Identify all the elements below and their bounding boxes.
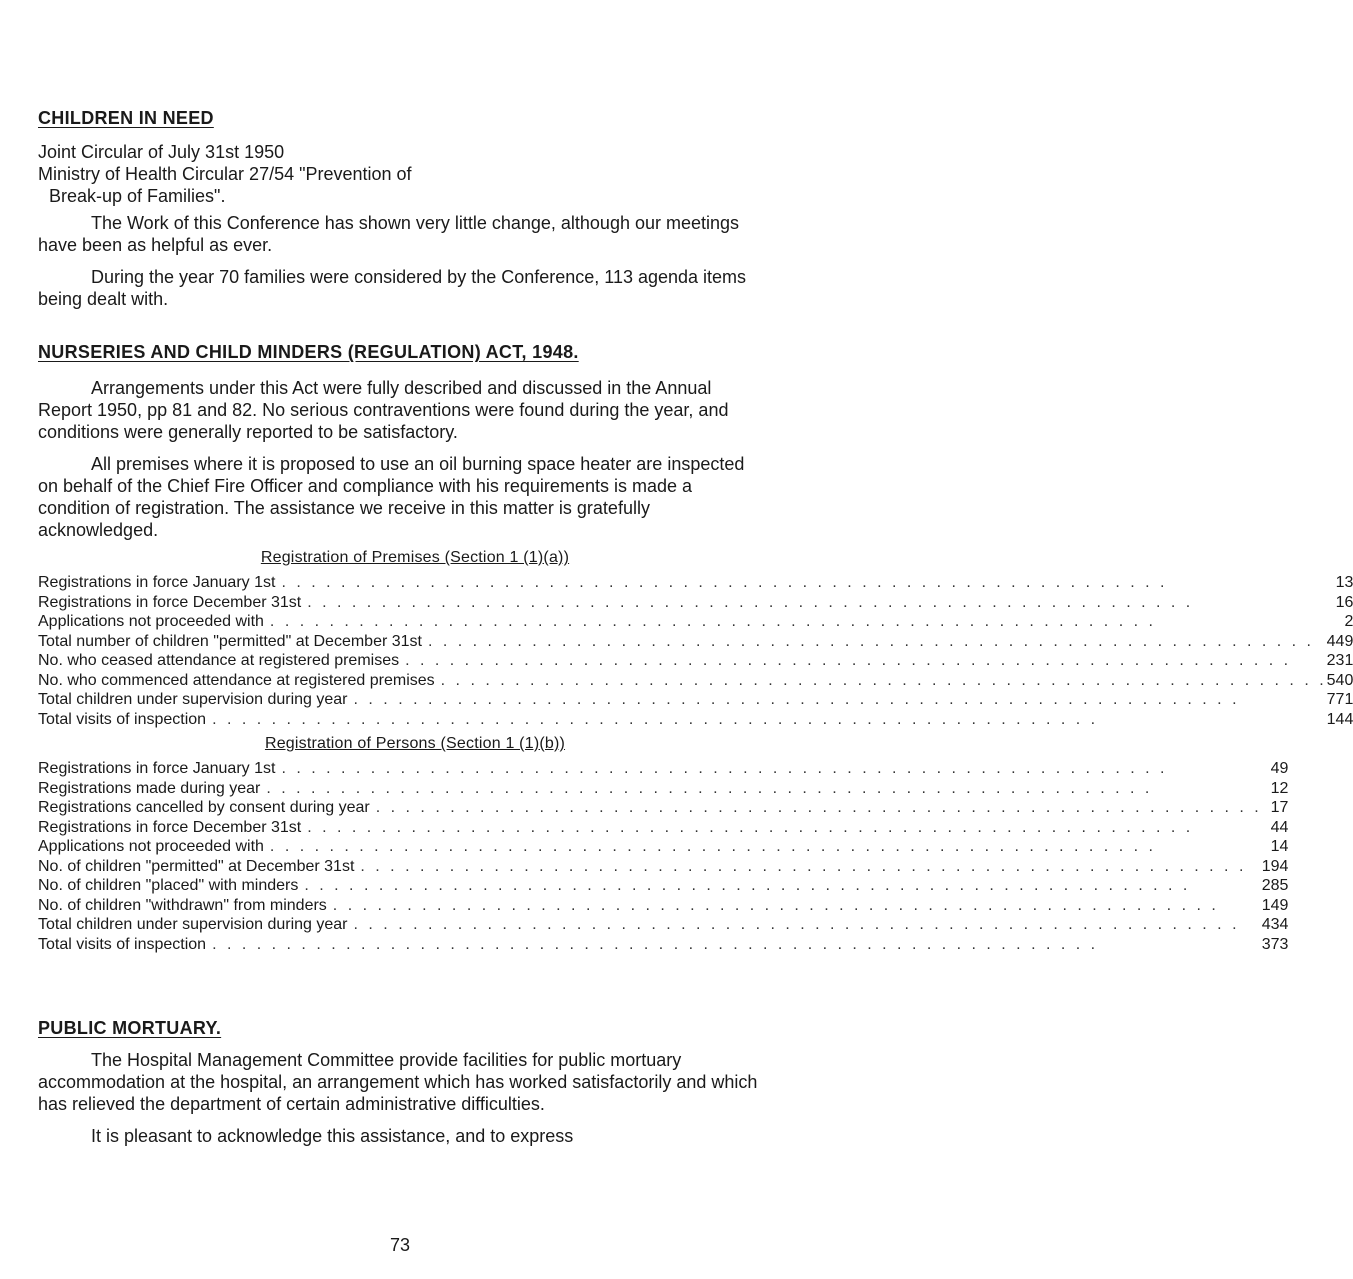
table-row — [38, 857, 1288, 877]
table-row — [38, 915, 1288, 935]
nurseries-paragraph-2: All premises where it is proposed to use an oil burning space heater are inspected on behalf of the Chief Fire Officer and compliance with his requirements is made a condition of registration. The assistance we receive in this matter is gratefully acknowledged. — [38, 454, 745, 540]
leader-dots: . . . . . . . . . . . . . . . . . . . . . . . . . . . . . . . . . . . . . . . . . . . . . . . . . . . . . . . . . . . . — [375, 799, 1262, 816]
table-row — [38, 671, 1353, 691]
leader-dots: . . . . . . . . . . . . . . . . . . . . . . . . . . . . . . . . . . . . . . . . . . . . . . . . . . . . . . . . . . . . — [332, 896, 1219, 914]
row-value: 449 — [1326, 632, 1353, 650]
table-row — [38, 690, 1353, 710]
leader-dots: . . . . . . . . . . . . . . . . . . . . . . . . . . . . . . . . . . . . . . . . . . . . . . . . . . . . . . . . . . . . — [427, 632, 1314, 650]
heading-children-in-need: CHILDREN IN NEED — [38, 108, 214, 128]
row-value: 434 — [1261, 916, 1289, 933]
heading-nurseries-act: NURSERIES AND CHILD MINDERS (REGULATION) ACT, 1948. — [38, 342, 579, 362]
circular-line-1: Joint Circular of July 31st 1950 — [38, 142, 285, 162]
leader-dots: . . . . . . . . . . . . . . . . . . . . . . . . . . . . . . . . . . . . . . . . . . . . . . . . . . . . . . . . . . . . — [405, 652, 1292, 669]
row-value: 16 — [1335, 593, 1353, 611]
premises-table — [38, 573, 1353, 729]
row-value: 17 — [1270, 799, 1289, 816]
premises-table-title: Registration of Premises (Section 1 (1)(a)) — [260, 549, 570, 566]
row-value: 285 — [1261, 877, 1289, 894]
row-value: 12 — [1270, 779, 1289, 797]
leader-dots: . . . . . . . . . . . . . . . . . . . . . . . . . . . . . . . . . . . . . . . . . . . . . . . . . . . . . . . . . . . . — [212, 710, 1099, 728]
row-value: 13 — [1335, 574, 1353, 591]
row-value: 44 — [1270, 818, 1289, 836]
leader-dots: . . . . . . . . . . . . . . . . . . . . . . . . . . . . . . . . . . . . . . . . . . . . . . . . . . . . . . . . . . . . — [307, 593, 1194, 611]
heading-public-mortuary: PUBLIC MORTUARY. — [38, 1018, 222, 1038]
table-row — [38, 837, 1288, 857]
row-value: 231 — [1326, 652, 1353, 669]
row-label: Total visits of inspection — [38, 936, 212, 953]
table-row — [38, 779, 1288, 799]
persons-table-title: Registration of Persons (Section 1 (1)(b)) — [264, 735, 566, 752]
row-value: 373 — [1261, 935, 1289, 953]
leader-dots: . . . . . . . . . . . . . . . . . . . . . . . . . . . . . . . . . . . . . . . . . . . . . . . . . . . . . . . . . . . . — [353, 916, 1240, 933]
table-row — [38, 612, 1353, 632]
row-label: Registrations in force January 1st — [38, 574, 281, 591]
row-label: No. who commenced attendance at registered premises — [38, 672, 441, 689]
row-label: Registrations made during year — [38, 780, 266, 797]
table-row — [38, 896, 1288, 916]
row-value: 771 — [1326, 691, 1353, 708]
circular-line-3: Break-up of Families". — [49, 186, 226, 206]
leader-dots: . . . . . . . . . . . . . . . . . . . . . . . . . . . . . . . . . . . . . . . . . . . . . . . . . . . . . . . . . . . . — [360, 857, 1247, 875]
table-row — [38, 818, 1288, 838]
leader-dots: . . . . . . . . . . . . . . . . . . . . . . . . . . . . . . . . . . . . . . . . . . . . . . . . . . . . . . . . . . . . — [307, 818, 1194, 836]
leader-dots: . . . . . . . . . . . . . . . . . . . . . . . . . . . . . . . . . . . . . . . . . . . . . . . . . . . . . . . . . . . . — [440, 671, 1327, 689]
table-row — [38, 759, 1288, 779]
leader-dots: . . . . . . . . . . . . . . . . . . . . . . . . . . . . . . . . . . . . . . . . . . . . . . . . . . . . . . . . . . . . — [281, 574, 1168, 591]
mortuary-paragraph-1: The Hospital Management Committee provide facilities for public mortuary accommodation at the hospital, an arrangement which has worked satisfactorily and which has relieved the department of certain administrative difficulties. — [38, 1050, 758, 1114]
row-label: Registrations in force December 31st — [38, 594, 307, 611]
row-label: Total children under supervision during year — [38, 691, 354, 708]
leader-dots: . . . . . . . . . . . . . . . . . . . . . . . . . . . . . . . . . . . . . . . . . . . . . . . . . . . . . . . . . . . . — [353, 691, 1240, 708]
table-row — [38, 710, 1353, 730]
page-number: 73 — [389, 1235, 411, 1255]
row-label: No. of children "withdrawn" from minders — [38, 897, 333, 914]
row-label: Applications not proceeded with — [38, 838, 270, 855]
row-value: 540 — [1326, 671, 1353, 689]
leader-dots: . . . . . . . . . . . . . . . . . . . . . . . . . . . . . . . . . . . . . . . . . . . . . . . . . . . . . . . . . . . . — [269, 613, 1156, 630]
table-row — [38, 651, 1353, 671]
document-page — [38, 108, 1353, 1147]
row-label: Total children under supervision during year — [38, 916, 354, 933]
row-label: Total visits of inspection — [38, 711, 212, 728]
row-value: 194 — [1261, 857, 1289, 875]
row-label: Registrations cancelled by consent during year — [38, 799, 376, 816]
leader-dots: . . . . . . . . . . . . . . . . . . . . . . . . . . . . . . . . . . . . . . . . . . . . . . . . . . . . . . . . . . . . — [304, 877, 1191, 894]
row-value: 49 — [1270, 760, 1289, 777]
table-row — [38, 876, 1288, 896]
row-value: 144 — [1326, 710, 1353, 728]
row-label: Total number of children "permitted" at December 31st — [38, 633, 428, 650]
row-label: No. who ceased attendance at registered premises — [38, 652, 405, 669]
table-row — [38, 798, 1288, 818]
row-value: 2 — [1344, 613, 1353, 630]
mortuary-paragraph-2: It is pleasant to acknowledge this assistance, and to express — [91, 1126, 574, 1146]
leader-dots: . . . . . . . . . . . . . . . . . . . . . . . . . . . . . . . . . . . . . . . . . . . . . . . . . . . . . . . . . . . . — [281, 760, 1168, 777]
row-label: Applications not proceeded with — [38, 613, 270, 630]
leader-dots: . . . . . . . . . . . . . . . . . . . . . . . . . . . . . . . . . . . . . . . . . . . . . . . . . . . . . . . . . . . . — [212, 935, 1099, 953]
leader-dots: . . . . . . . . . . . . . . . . . . . . . . . . . . . . . . . . . . . . . . . . . . . . . . . . . . . . . . . . . . . . — [269, 838, 1156, 855]
row-value: 149 — [1261, 896, 1289, 914]
children-paragraph-2: During the year 70 families were considered by the Conference, 113 agenda items being dealt with. — [38, 267, 747, 309]
leader-dots: . . . . . . . . . . . . . . . . . . . . . . . . . . . . . . . . . . . . . . . . . . . . . . . . . . . . . . . . . . . . — [266, 779, 1153, 797]
persons-table — [38, 759, 1288, 954]
circular-line-2: Ministry of Health Circular 27/54 "Prevention of — [38, 164, 412, 184]
table-row — [38, 593, 1353, 613]
row-value: 14 — [1270, 838, 1289, 855]
table-row — [38, 935, 1288, 955]
row-label: No. of children "placed" with minders — [38, 877, 304, 894]
table-row — [38, 632, 1353, 652]
row-label: No. of children "permitted" at December 31st — [38, 858, 360, 875]
children-paragraph-1: The Work of this Conference has shown very little change, although our meetings have been as helpful as ever. — [38, 213, 740, 255]
row-label: Registrations in force December 31st — [38, 819, 307, 836]
nurseries-paragraph-1: Arrangements under this Act were fully described and discussed in the Annual Report 1950, pp 81 and 82. No serious contraventions were found during the year, and conditions were generally reported to be satisfactory. — [38, 378, 729, 442]
row-label: Registrations in force January 1st — [38, 760, 281, 777]
table-row — [38, 573, 1353, 593]
